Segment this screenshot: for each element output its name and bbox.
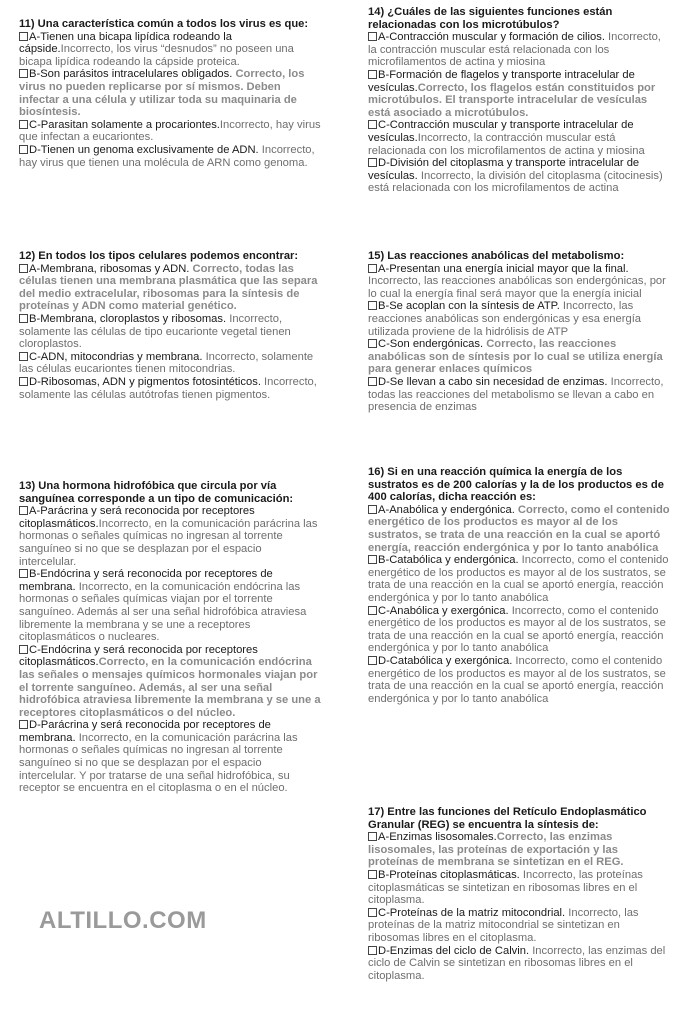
question-title: 17) Entre las funciones del Retículo Endoplasmático Granular (REG) se encuentra la síntesis de: bbox=[368, 806, 647, 831]
feedback-text: Incorrecto, la contracción muscular está relacionada con los microfilamentos de actina y miosina bbox=[368, 131, 645, 157]
feedback-text: Incorrecto, la división del citoplasma (citocinesis) está relacionada con los microfilamentos de actina bbox=[368, 169, 663, 195]
feedback-text: Correcto, como el contenido energético de los productos es mayor al de los sustratos, se trata de una reacción en la cual se aportó energía, reacción endergónica y por lo tanto anabólica bbox=[368, 503, 670, 554]
option-d[interactable]: D-Se llevan a cabo sin necesidad de enzimas. Incorrecto, todas las reacciones del metabolismo se llevan a cabo en presencia de enzimas bbox=[368, 375, 664, 414]
option-a[interactable]: A-Enzimas lisosomales.Correcto, las enzimas lisosomales, las proteínas de exportación y las proteínas de membrana se sintetizan en el REG. bbox=[368, 831, 624, 869]
option-a[interactable]: A-Presentan una energía inicial mayor que la final. Incorrecto, las reacciones anabólicas son endergónicas, por lo cual la energía final será mayor que la energía inicial bbox=[368, 262, 666, 300]
question-title: 12) En todos los tipos celulares podemos encontrar: bbox=[19, 250, 299, 262]
checkbox-icon[interactable] bbox=[368, 908, 377, 917]
checkbox-icon[interactable] bbox=[19, 32, 28, 41]
option-b[interactable]: B-Se acoplan con la síntesis de ATP. Incorrecto, las reacciones anabólicas son endergónicas y esa energía utilizada proviene de la hidrólisis de ATP bbox=[368, 300, 642, 338]
checkbox-icon[interactable] bbox=[19, 720, 28, 729]
option-b[interactable]: B-Catabólica y endergónica. Incorrecto, como el contenido energético de los productos es mayor al de los sustratos, se trata de una reacción en la cual se aportó energía, reacción endergónica y por lo tanto anabólica bbox=[368, 554, 669, 604]
checkbox-icon[interactable] bbox=[19, 506, 28, 515]
option-c[interactable]: C-ADN, mitocondrias y membrana. Incorrecto, solamente las células eucariontes tienen mitocondrias. bbox=[19, 350, 314, 376]
option-b[interactable]: B-Son parásitos intracelulares obligados. Correcto, los virus no pueden replicarse por sí mismos. Deben infectar a una célula y utilizar toda su maquinaria de biosíntesis. bbox=[19, 68, 305, 119]
checkbox-icon[interactable] bbox=[19, 314, 28, 323]
altillo-watermark: ALTILLO.COM bbox=[39, 907, 207, 934]
option-c[interactable]: C-Parasitan solamente a procariontes.Incorrecto, hay virus que infectan a eucariontes. bbox=[19, 118, 321, 144]
feedback-text: Correcto, los virus no pueden replicarse por sí mismos. Deben infectar a una célula y utilizar toda su maquinaria de biosíntesis. bbox=[19, 68, 305, 119]
checkbox-icon[interactable] bbox=[368, 946, 377, 955]
option-d[interactable]: D-Catabólica y exergónica. Incorrecto, como el contenido energético de los productos es mayor al de los sustratos, se trata de una reacción en la cual se aportó energía, reacción endergónica y por lo tanto anabólica bbox=[368, 654, 666, 705]
feedback-text: Incorrecto, como el contenido energético de los productos es mayor al de los sustratos, se trata de una reacción en la cual se aportó energía, reacción endergónica y por lo tanto anabólica bbox=[368, 604, 666, 655]
feedback-text: Incorrecto, las proteínas citoplasmáticas se sintetizan en ribosomas libres en el citoplasma. bbox=[368, 868, 643, 907]
question-15 bbox=[368, 250, 670, 414]
checkbox-icon[interactable] bbox=[368, 377, 377, 386]
feedback-text: Incorrecto, como el contenido energético de los productos es mayor al de los sustratos, se trata de una reacción en la cual se aportó energía, reacción endergónica y por lo tanto anabólica bbox=[368, 654, 666, 705]
checkbox-icon[interactable] bbox=[368, 70, 377, 79]
checkbox-icon[interactable] bbox=[368, 158, 377, 167]
question-title: 16) Si en una reacción química la energía de los sustratos es de 200 calorías y la de los productos es de 400 calorías, dicha reacción es: bbox=[368, 466, 664, 504]
checkbox-icon[interactable] bbox=[19, 352, 28, 361]
checkbox-icon[interactable] bbox=[368, 606, 377, 615]
option-a[interactable]: A-Tienen una bicapa lipídica rodeando la cápside.Incorrecto, los virus “desnudos” no poseen una bicapa lipídica rodeando la cápside proteica. bbox=[19, 30, 294, 68]
option-d[interactable]: D-Parácrina y será reconocida por receptores de membrana. Incorrecto, en la comunicación parácrina las hormonas o señales químicas no ingresan al torrente sanguíneo si no que se desplazan por el espacio intercelular. Y por tratarse de una señal hidrofóbica, su receptor se encuentra en el citoplasma o en el núcleo. bbox=[19, 719, 298, 795]
checkbox-icon[interactable] bbox=[19, 645, 28, 654]
option-d[interactable]: D-Enzimas del ciclo de Calvin. Incorrecto, las enzimas del ciclo de Calvin se sintetizan en ribosomas libres en el citoplasma. bbox=[368, 944, 666, 982]
checkbox-icon[interactable] bbox=[19, 145, 28, 154]
option-b[interactable]: B-Proteínas citoplasmáticas. Incorrecto, las proteínas citoplasmáticas se sintetizan en ribosomas libres en el citoplasma. bbox=[368, 868, 643, 907]
question-title: 15) Las reacciones anabólicas del metabolismo: bbox=[368, 250, 625, 262]
feedback-text: Incorrecto, solamente las células autótrofas tienen pigmentos. bbox=[19, 375, 317, 401]
question-12 bbox=[19, 250, 321, 401]
question-title: 13) Una hormona hidrofóbica que circula por vía sanguínea corresponde a un tipo de comunicación: bbox=[19, 480, 294, 505]
feedback-text: Incorrecto, las enzimas del ciclo de Calvin se sintetizan en ribosomas libres en el citoplasma. bbox=[368, 944, 666, 982]
checkbox-icon[interactable] bbox=[368, 120, 377, 129]
checkbox-icon[interactable] bbox=[368, 555, 377, 564]
option-b[interactable]: B-Endócrina y será reconocida por receptores de membrana. Incorrecto, en la comunicación endócrina las hormonas o señales químicas viajan por el torrente sanguíneo. Además al ser una señal hidrofóbica atraviesa libremente la membrana y se une a receptores citoplasmáticos o nucleares. bbox=[19, 568, 307, 644]
feedback-text: Incorrecto, como el contenido energético de los productos es mayor al de los sustratos, se trata de una reacción en la cual se aportó energía, reacción endergónica y por lo tanto anabólica bbox=[368, 554, 669, 604]
option-c[interactable]: C-Endócrina y será reconocida por receptores citoplasmáticos.Correcto, en la comunicación endócrina las señales o mensajes químicos hormonales viajan por el torrente sanguíneo. Además, al ser una señal hidrofóbica atraviesa libremente la membrana y se une a receptores citoplasmáticos o del núcleo. bbox=[19, 643, 321, 719]
option-b[interactable]: B-Formación de flagelos y transporte intracelular de vesículas.Correcto, los flagelos están constituidos por microtúbulos. El transporte intracelular de vesículas está asociado a microtúbulos. bbox=[368, 68, 656, 119]
feedback-text: Incorrecto, en la comunicación parácrina las hormonas o señales químicas no ingresan al torrente sanguíneo si no que se desplazan por el espacio intercelular. Y por tratarse de una señal hidrofóbica, su receptor se encuentra en el citoplasma o en el núcleo. bbox=[19, 731, 298, 795]
question-title: 14) ¿Cuáles de las siguientes funciones están relacionadas con los microtúbulos? bbox=[368, 6, 613, 31]
option-d[interactable]: D-Tienen un genoma exclusivamente de ADN. Incorrecto, hay virus que tienen una molécula de ARN como genoma. bbox=[19, 143, 315, 169]
option-c[interactable]: C-Contracción muscular y transporte intracelular de vesículas.Incorrecto, la contracción muscular está relacionada con los microfilamentos de actina y miosina bbox=[368, 119, 645, 157]
feedback-text: Incorrecto, los virus “desnudos” no poseen una bicapa lipídica rodeando la cápside proteica. bbox=[19, 43, 294, 68]
option-b[interactable]: B-Membrana, cloroplastos y ribosomas. Incorrecto, solamente las células de tipo eucarionte vegetal tienen cloroplastos. bbox=[19, 312, 291, 351]
feedback-text: Incorrecto, las reacciones anabólicas son endergónicas, por lo cual la energía final será mayor que la energía inicial bbox=[368, 275, 666, 300]
checkbox-icon[interactable] bbox=[368, 832, 377, 841]
question-title: 11) Una característica común a todos los virus es que: bbox=[19, 18, 309, 30]
checkbox-icon[interactable] bbox=[368, 656, 377, 665]
checkbox-icon[interactable] bbox=[19, 120, 28, 129]
question-11 bbox=[19, 18, 321, 169]
feedback-text: Correcto, las enzimas lisosomales, las proteínas de exportación y las proteínas de membrana se sintetizan en el REG. bbox=[368, 831, 624, 869]
feedback-text: Incorrecto, en la comunicación endócrina las hormonas o señales químicas viajan por el torrente sanguíneo. Además al ser una señal hidrofóbica atraviesa libremente la membrana y se une a receptores citoplasmáticos o nucleares. bbox=[19, 580, 307, 644]
feedback-text: Incorrecto, solamente las células de tipo eucarionte vegetal tienen cloroplastos. bbox=[19, 312, 291, 351]
feedback-text: Incorrecto, hay virus que infectan a eucariontes. bbox=[19, 118, 321, 144]
checkbox-icon[interactable] bbox=[19, 377, 28, 386]
option-d[interactable]: D-Ribosomas, ADN y pigmentos fotosintéticos. Incorrecto, solamente las células autótrofas tienen pigmentos. bbox=[19, 375, 317, 401]
feedback-text: Incorrecto, las reacciones anabólicas son endergónicas y esa energía utilizada proviene de la hidrólisis de ATP bbox=[368, 300, 642, 338]
feedback-text: Incorrecto, todas las reacciones del metabolismo se llevan a cabo en presencia de enzimas bbox=[368, 375, 664, 414]
question-17 bbox=[368, 806, 670, 982]
question-13 bbox=[19, 480, 321, 795]
feedback-text: Correcto, todas las células tienen una membrana plasmática que las separa del medio extracelular, ribosomas para la síntesis de proteínas y ADN como material genético. bbox=[19, 262, 318, 313]
feedback-text: Incorrecto, solamente las células eucariontes tienen mitocondrias. bbox=[19, 350, 314, 376]
question-16 bbox=[368, 466, 670, 705]
checkbox-icon[interactable] bbox=[368, 870, 377, 879]
feedback-text: Incorrecto, en la comunicación parácrina las hormonas o señales químicas no ingresan al torrente sanguíneo si no que se desplazan por el espacio intercelular. bbox=[19, 517, 318, 568]
feedback-text: Correcto, las reacciones anabólicas son de síntesis por lo cual se utiliza energía para generar enlaces químicos bbox=[368, 338, 663, 376]
option-a[interactable]: A-Contracción muscular y formación de cilios. Incorrecto, la contracción muscular está relacionada con los microfilamentos de actina y miosina bbox=[368, 31, 661, 69]
question-14 bbox=[368, 6, 670, 195]
checkbox-icon[interactable] bbox=[368, 505, 377, 514]
checkbox-icon[interactable] bbox=[368, 32, 377, 41]
option-c[interactable]: C-Proteínas de la matriz mitocondrial. Incorrecto, las proteínas de la matriz mitocondrial se sintetizan en ribosomas libres en el citoplasma. bbox=[368, 906, 639, 944]
checkbox-icon[interactable] bbox=[19, 264, 28, 273]
option-a[interactable]: A-Anabólica y endergónica. Correcto, como el contenido energético de los productos es mayor al de los sustratos, se trata de una reacción en la cual se aportó energía, reacción endergónica y por lo tanto anabólica bbox=[368, 503, 670, 554]
feedback-text: Incorrecto, las proteínas de la matriz mitocondrial se sintetizan en ribosomas libres en el citoplasma. bbox=[368, 906, 639, 944]
checkbox-icon[interactable] bbox=[19, 69, 28, 78]
checkbox-icon[interactable] bbox=[368, 339, 377, 348]
checkbox-icon[interactable] bbox=[368, 301, 377, 310]
option-c[interactable]: C-Son endergónicas. Correcto, las reacciones anabólicas son de síntesis por lo cual se utiliza energía para generar enlaces químicos bbox=[368, 338, 663, 376]
option-a[interactable]: A-Parácrina y será reconocida por receptores citoplasmáticos.Incorrecto, en la comunicación parácrina las hormonas o señales químicas no ingresan al torrente sanguíneo si no que se desplazan por el espacio intercelular. bbox=[19, 505, 318, 568]
feedback-text: Correcto, los flagelos están constituidos por microtúbulos. El transporte intracelular de vesículas está asociado a microtúbulos. bbox=[368, 81, 656, 119]
checkbox-icon[interactable] bbox=[19, 569, 28, 578]
option-d[interactable]: D-División del citoplasma y transporte intracelular de vesículas. Incorrecto, la división del citoplasma (citocinesis) está relacionada con los microfilamentos de actina bbox=[368, 157, 663, 195]
option-c[interactable]: C-Anabólica y exergónica. Incorrecto, como el contenido energético de los productos es mayor al de los sustratos, se trata de una reacción en la cual se aportó energía, reacción endergónica y por lo tanto anabólica bbox=[368, 604, 666, 655]
feedback-text: Correcto, en la comunicación endócrina las señales o mensajes químicos hormonales viajan por el torrente sanguíneo. Además, al ser una señal hidrofóbica atraviesa libremente la membrana y se une a receptores citoplasmáticos o del núcleo. bbox=[19, 656, 321, 719]
checkbox-icon[interactable] bbox=[368, 264, 377, 273]
feedback-text: Incorrecto, hay virus que tienen una molécula de ARN como genoma. bbox=[19, 143, 315, 169]
feedback-text: Incorrecto, la contracción muscular está relacionada con los microfilamentos de actina y miosina bbox=[368, 31, 661, 69]
option-a[interactable]: A-Membrana, ribosomas y ADN. Correcto, todas las células tienen una membrana plasmática que las separa del medio extracelular, ribosomas para la síntesis de proteínas y ADN como material genético. bbox=[19, 262, 318, 313]
